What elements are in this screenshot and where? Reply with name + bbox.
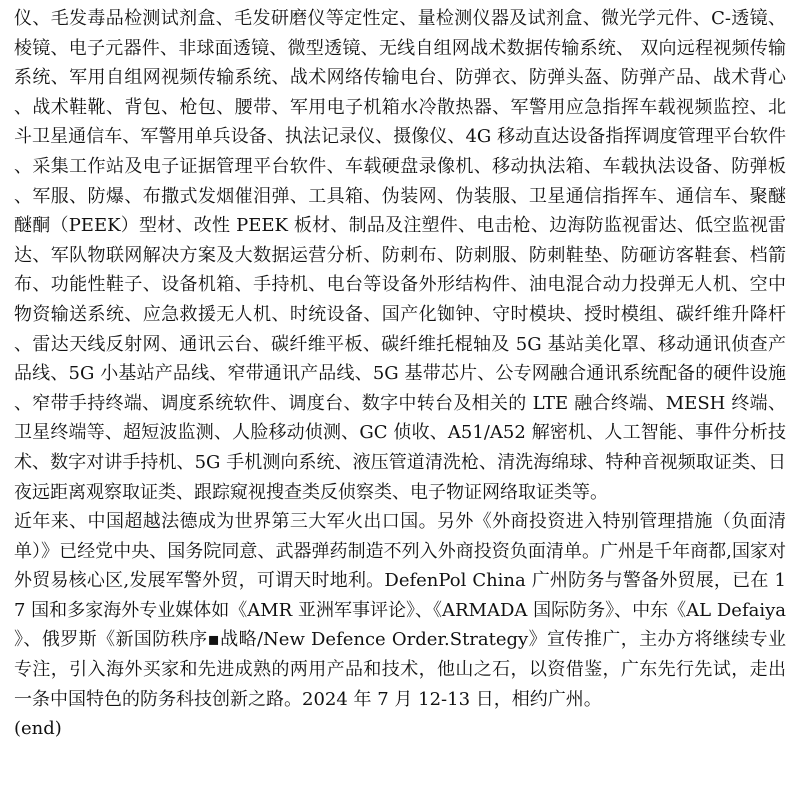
- industry-background-paragraph: 近年来、中国超越法德成为世界第三大军火出口国。另外《外商投资进入特别管理措施（负面清单）》已经党中央、国务院同意、武器弹药制造不列入外商投资负面清单。广州是千年商都,国家对外贸易核心区,发展军警外贸，可谓天时地利。DefenPol China 广州防务与警备外贸展，已在 17 国和多家海外专业媒体如《AMR 亚洲军事评论》、《ARMADA 国际防务》、中东《AL Defaiya》、俄罗斯《新国防秩序▪战略/New Defence Order.Strategy》宣传推广，主办方将继续专业专注，引入海外买家和先进成熟的两用产品和技术，他山之石，以资借鉴，广东先行先试，走出一条中国特色的防务科技创新之路。2024 年 7 月 12-13 日，相约广州。: [14, 511, 786, 710]
- end-mark: (end): [14, 718, 62, 740]
- exhibit-list-paragraph: 仪、毛发毒品检测试剂盒、毛发研磨仪等定性定、量检测仪器及试剂盒、微光学元件、C-透镜、棱镜、电子元器件、非球面透镜、微型透镜、无线自组网战术数据传输系统、 双向远程视频传输系统、军用自组网视频传输系统、战术网络传输电台、防弹衣、防弹头盔、防弹产品、战术背心、战术鞋靴、背包、枪包、腰带、军用电子机箱水冷散热器、军警用应急指挥车载视频监控、北斗卫星通信车、军警用单兵设备、执法记录仪、摄像仪、4G 移动直达设备指挥调度管理平台软件、采集工作站及电子证据管理平台软件、车载硬盘录像机、移动执法箱、车载执法设备、防弹板、军服、防爆、布撒式发烟催泪弹、工具箱、伪装网、伪装服、卫星通信指挥车、通信车、聚醚醚酮（PEEK）型材、改性 PEEK 板材、制品及注塑件、电击枪、边海防监视雷达、低空监视雷达、军队物联网解决方案及大数据运营分析、防刺布、防刺服、防刺鞋垫、防砸访客鞋套、档箭布、功能性鞋子、设备机箱、手持机、电台等设备外形结构件、油电混合动力投弹无人机、空中物资输送系统、应急救援无人机、时统设备、国产化铷钟、守时模块、授时模组、碳纤维升降杆、雷达天线反射网、通讯云台、碳纤维平板、碳纤维托棍轴及 5G 基站美化罩、移动通讯侦查产品线、5G 小基站产品线、窄带通讯产品线、5G 基带芯片、公专网融合通讯系统配备的硬件设施、窄带手持终端、调度系统软件、调度台、数字中转台及相关的 LTE 融合终端、MESH 终端、卫星终端等、超短波监测、人脸移动侦测、GC 侦收、A51/A52 解密机、人工智能、事件分析技术、数字对讲手持机、5G 手机测向系统、液压管道清洗枪、清洗海绵球、特种音视频取证类、日夜远距离观察取证类、跟踪窥视搜查类反侦察类、电子物证网络取证类等。: [14, 8, 786, 503]
